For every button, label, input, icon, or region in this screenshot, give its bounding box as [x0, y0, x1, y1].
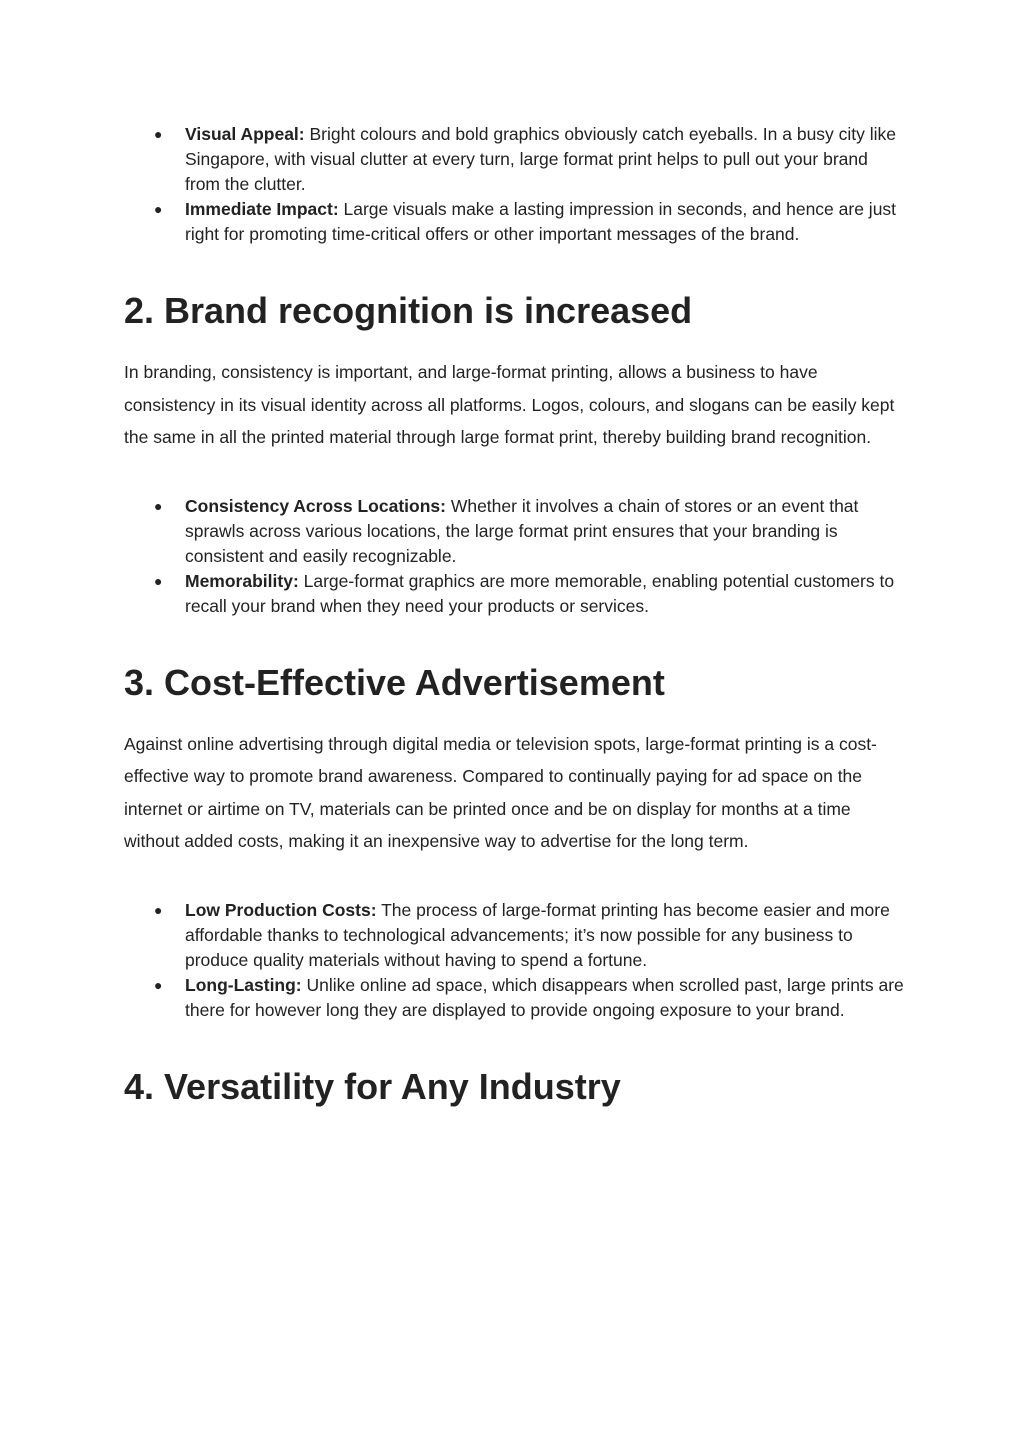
bullet-dot: ●: [154, 201, 163, 217]
section-paragraph: In branding, consistency is important, and large-format printing, allows a business to have consistency in its visual identity across all platforms. Logos, colours, and slogans can be easily kept the same in all the printed material through large format print, thereby building brand recognition.: [124, 362, 895, 447]
bullet-label: Memorability:: [185, 570, 299, 591]
section-heading-versatility: 4. Versatility for Any Industry: [124, 1065, 621, 1107]
bullet-dot: ●: [154, 497, 163, 514]
list-item: [124, 898, 904, 973]
bullet-dot: ●: [154, 901, 163, 918]
bullet-dot: ●: [154, 976, 163, 993]
bullet-text: The process of large-format printing has become easier and more affordable thanks to technological advancements; it’s now possible for any business to produce quality materials without having to spend a fortune.: [185, 899, 890, 970]
bullet-label: Visual Appeal:: [185, 124, 305, 144]
bullet-text: Large-format graphics are more memorable, enabling potential customers to recall your brand when they need your products or services.: [185, 570, 895, 616]
bullet-text: Unlike online ad space, which disappears when scrolled past, large prints are there for however long they are displayed to provide ongoing exposure to your brand.: [185, 974, 904, 1020]
list-item: [124, 197, 904, 247]
bullet-dot: ●: [154, 126, 163, 142]
bullet-text: Whether it involves a chain of stores or an event that sprawls across various locations, the large format print ensures that your branding is consistent and easily recognizable.: [185, 495, 859, 566]
bullet-list-section-2: [124, 494, 904, 619]
section-heading-brand-recognition: 2. Brand recognition is increased: [124, 290, 693, 331]
bullet-label: Long-Lasting:: [185, 974, 302, 995]
bullet-list-section-1: [124, 122, 904, 247]
bullet-label: Consistency Across Locations:: [185, 495, 446, 516]
list-item: [124, 494, 904, 569]
section-paragraph: Against online advertising through digital media or television spots, large-format printing is a cost-effective way to promote brand awareness. Compared to continually paying for ad space on the internet or airtime on TV, materials can be printed once and be on display for months at a time without added costs, making it an inexpensive way to advertise for the long term.: [124, 733, 877, 851]
bullet-label: Immediate Impact:: [185, 199, 339, 219]
document-page: [124, 122, 904, 1109]
list-item: [124, 973, 904, 1023]
bullet-label: Low Production Costs:: [185, 899, 377, 920]
bullet-text: Bright colours and bold graphics obviously catch eyeballs. In a busy city like Singapore, with visual clutter at every turn, large format print helps to pull out your brand from the clutter.: [185, 124, 897, 194]
section-heading-cost-effective: 3. Cost-Effective Advertisement: [124, 661, 665, 703]
bullet-text: Large visuals make a lasting impression in seconds, and hence are just right for promoting time-critical offers or other important messages of the brand.: [185, 199, 897, 244]
bullet-list-section-3: [124, 898, 904, 1023]
list-item: [124, 122, 904, 197]
list-item: [124, 569, 904, 619]
bullet-dot: ●: [154, 572, 163, 589]
